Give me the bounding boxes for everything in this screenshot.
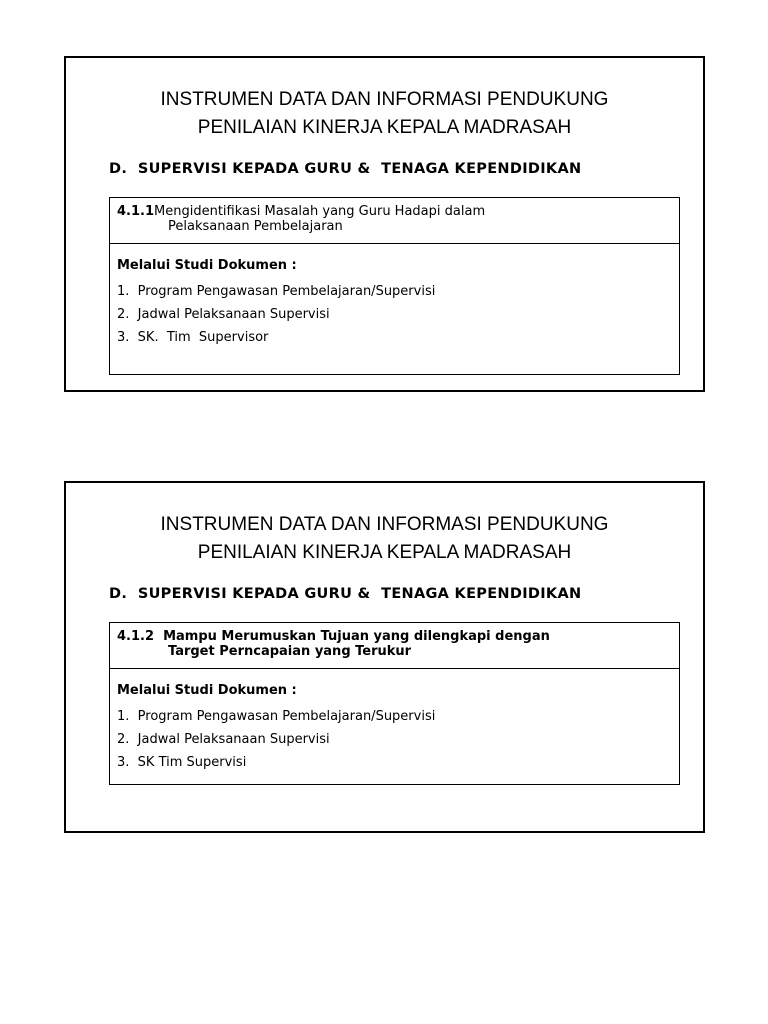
document-list bbox=[110, 709, 679, 771]
card-title-line: INSTRUMEN DATA DAN INFORMASI PENDUKUNG bbox=[160, 514, 609, 535]
card-title bbox=[66, 86, 703, 142]
indicator-table bbox=[109, 197, 680, 375]
document-item: 3. SK Tim Supervisi bbox=[117, 755, 247, 770]
section-heading: D. SUPERVISI KEPADA GURU & TENAGA KEPENDIDIKAN bbox=[109, 161, 582, 177]
indicator-number: 4.1.1 bbox=[117, 204, 155, 219]
indicator-text-continued: Pelaksanaan Pembelajaran bbox=[168, 219, 343, 234]
indicator-table bbox=[109, 622, 680, 785]
indicator-text: Mampu Merumuskan Tujuan yang dilengkapi dengan bbox=[154, 629, 550, 644]
card-title-line: INSTRUMEN DATA DAN INFORMASI PENDUKUNG bbox=[160, 89, 609, 110]
indicator-cell bbox=[110, 198, 679, 244]
indicator-text-continued: Target Perncapaian yang Terukur bbox=[168, 644, 412, 659]
section-heading: D. SUPERVISI KEPADA GURU & TENAGA KEPENDIDIKAN bbox=[109, 586, 582, 602]
indicator-cell bbox=[110, 623, 679, 669]
document-item: 3. SK. Tim Supervisor bbox=[117, 330, 269, 345]
indicator-number: 4.1.2 bbox=[117, 629, 155, 644]
method-label: Melalui Studi Dokumen : bbox=[117, 258, 297, 273]
card-title-line: PENILAIAN KINERJA KEPALA MADRASAH bbox=[197, 542, 572, 563]
instrument-card bbox=[64, 56, 705, 392]
instrument-card bbox=[64, 481, 705, 833]
indicator-text: Mengidentifikasi Masalah yang Guru Hadapi dalam bbox=[154, 204, 486, 219]
document-item: 2. Jadwal Pelaksanaan Supervisi bbox=[117, 732, 330, 747]
card-title bbox=[66, 511, 703, 567]
document-item: 1. Program Pengawasan Pembelajaran/Supervisi bbox=[117, 284, 436, 299]
document-list bbox=[110, 284, 679, 346]
document-item: 2. Jadwal Pelaksanaan Supervisi bbox=[117, 307, 330, 322]
card-title-line: PENILAIAN KINERJA KEPALA MADRASAH bbox=[197, 117, 572, 138]
document-item: 1. Program Pengawasan Pembelajaran/Supervisi bbox=[117, 709, 436, 724]
method-label: Melalui Studi Dokumen : bbox=[117, 683, 297, 698]
